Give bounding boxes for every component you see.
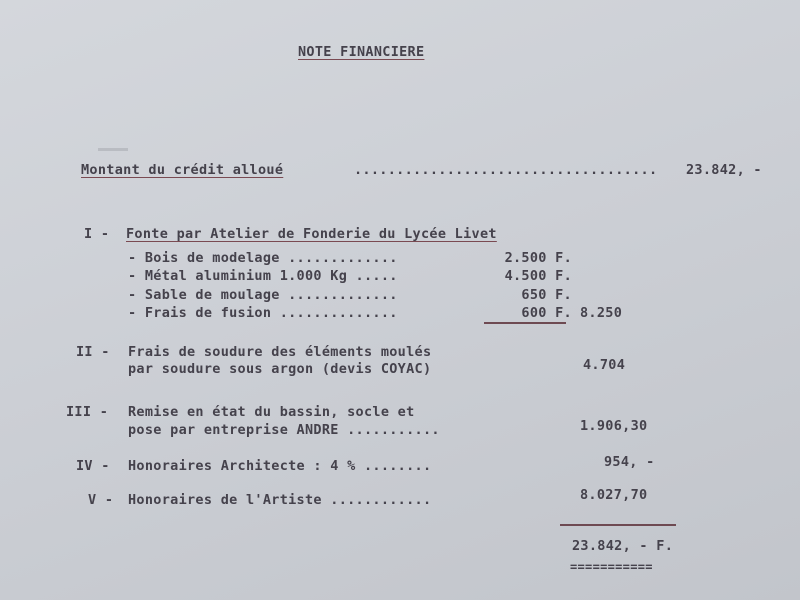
- section-1-item-label: - Bois de modelage .............: [128, 250, 398, 266]
- section-1-item-value: 600 F.: [521, 305, 572, 321]
- section-3-value: 1.906,30: [580, 418, 648, 434]
- montant-leader-dots: ....................................: [354, 162, 658, 178]
- subtotal-underline: [484, 322, 566, 324]
- page-title: NOTE FINANCIERE: [298, 44, 425, 60]
- section-1-item-label: - Métal aluminium 1.000 Kg .....: [128, 268, 398, 284]
- section-3-line: Remise en état du bassin, socle et: [128, 404, 415, 420]
- section-4-line: Honoraires Architecte : 4 % ........: [128, 458, 432, 474]
- section-3-line: pose par entreprise ANDRE ...........: [128, 422, 440, 438]
- section-1-item-value: 650 F.: [521, 287, 572, 303]
- section-5-line: Honoraires de l'Artiste ............: [128, 492, 432, 508]
- section-5-number: V -: [88, 492, 114, 508]
- section-4-number: IV -: [76, 458, 110, 474]
- montant-value: 23.842, -: [686, 162, 762, 178]
- section-4-value: 954, -: [604, 454, 655, 470]
- section-2-line: Frais de soudure des éléments moulés: [128, 344, 432, 360]
- section-2-line: par soudure sous argon (devis COYAC): [128, 361, 432, 377]
- total-rule: [560, 524, 676, 526]
- montant-label: Montant du crédit alloué: [81, 162, 284, 178]
- section-1-subtotal: 8.250: [580, 305, 623, 321]
- ink-smudge: [98, 148, 128, 151]
- section-1-item-value: 2.500 F.: [504, 250, 572, 266]
- section-2-value: 4.704: [583, 357, 626, 373]
- section-3-number: III -: [66, 404, 109, 420]
- section-5-value: 8.027,70: [580, 487, 648, 503]
- section-1-item-label: - Sable de moulage .............: [128, 287, 398, 303]
- total-value: 23.842, - F.: [572, 538, 674, 554]
- section-2-number: II -: [76, 344, 110, 360]
- total-double-rule: ===========: [570, 560, 653, 574]
- section-1-item-label: - Frais de fusion ..............: [128, 305, 398, 321]
- section-1-title: Fonte par Atelier de Fonderie du Lycée Livet: [126, 226, 497, 242]
- section-1-item-value: 4.500 F.: [504, 268, 572, 284]
- section-1-number: I -: [84, 226, 110, 242]
